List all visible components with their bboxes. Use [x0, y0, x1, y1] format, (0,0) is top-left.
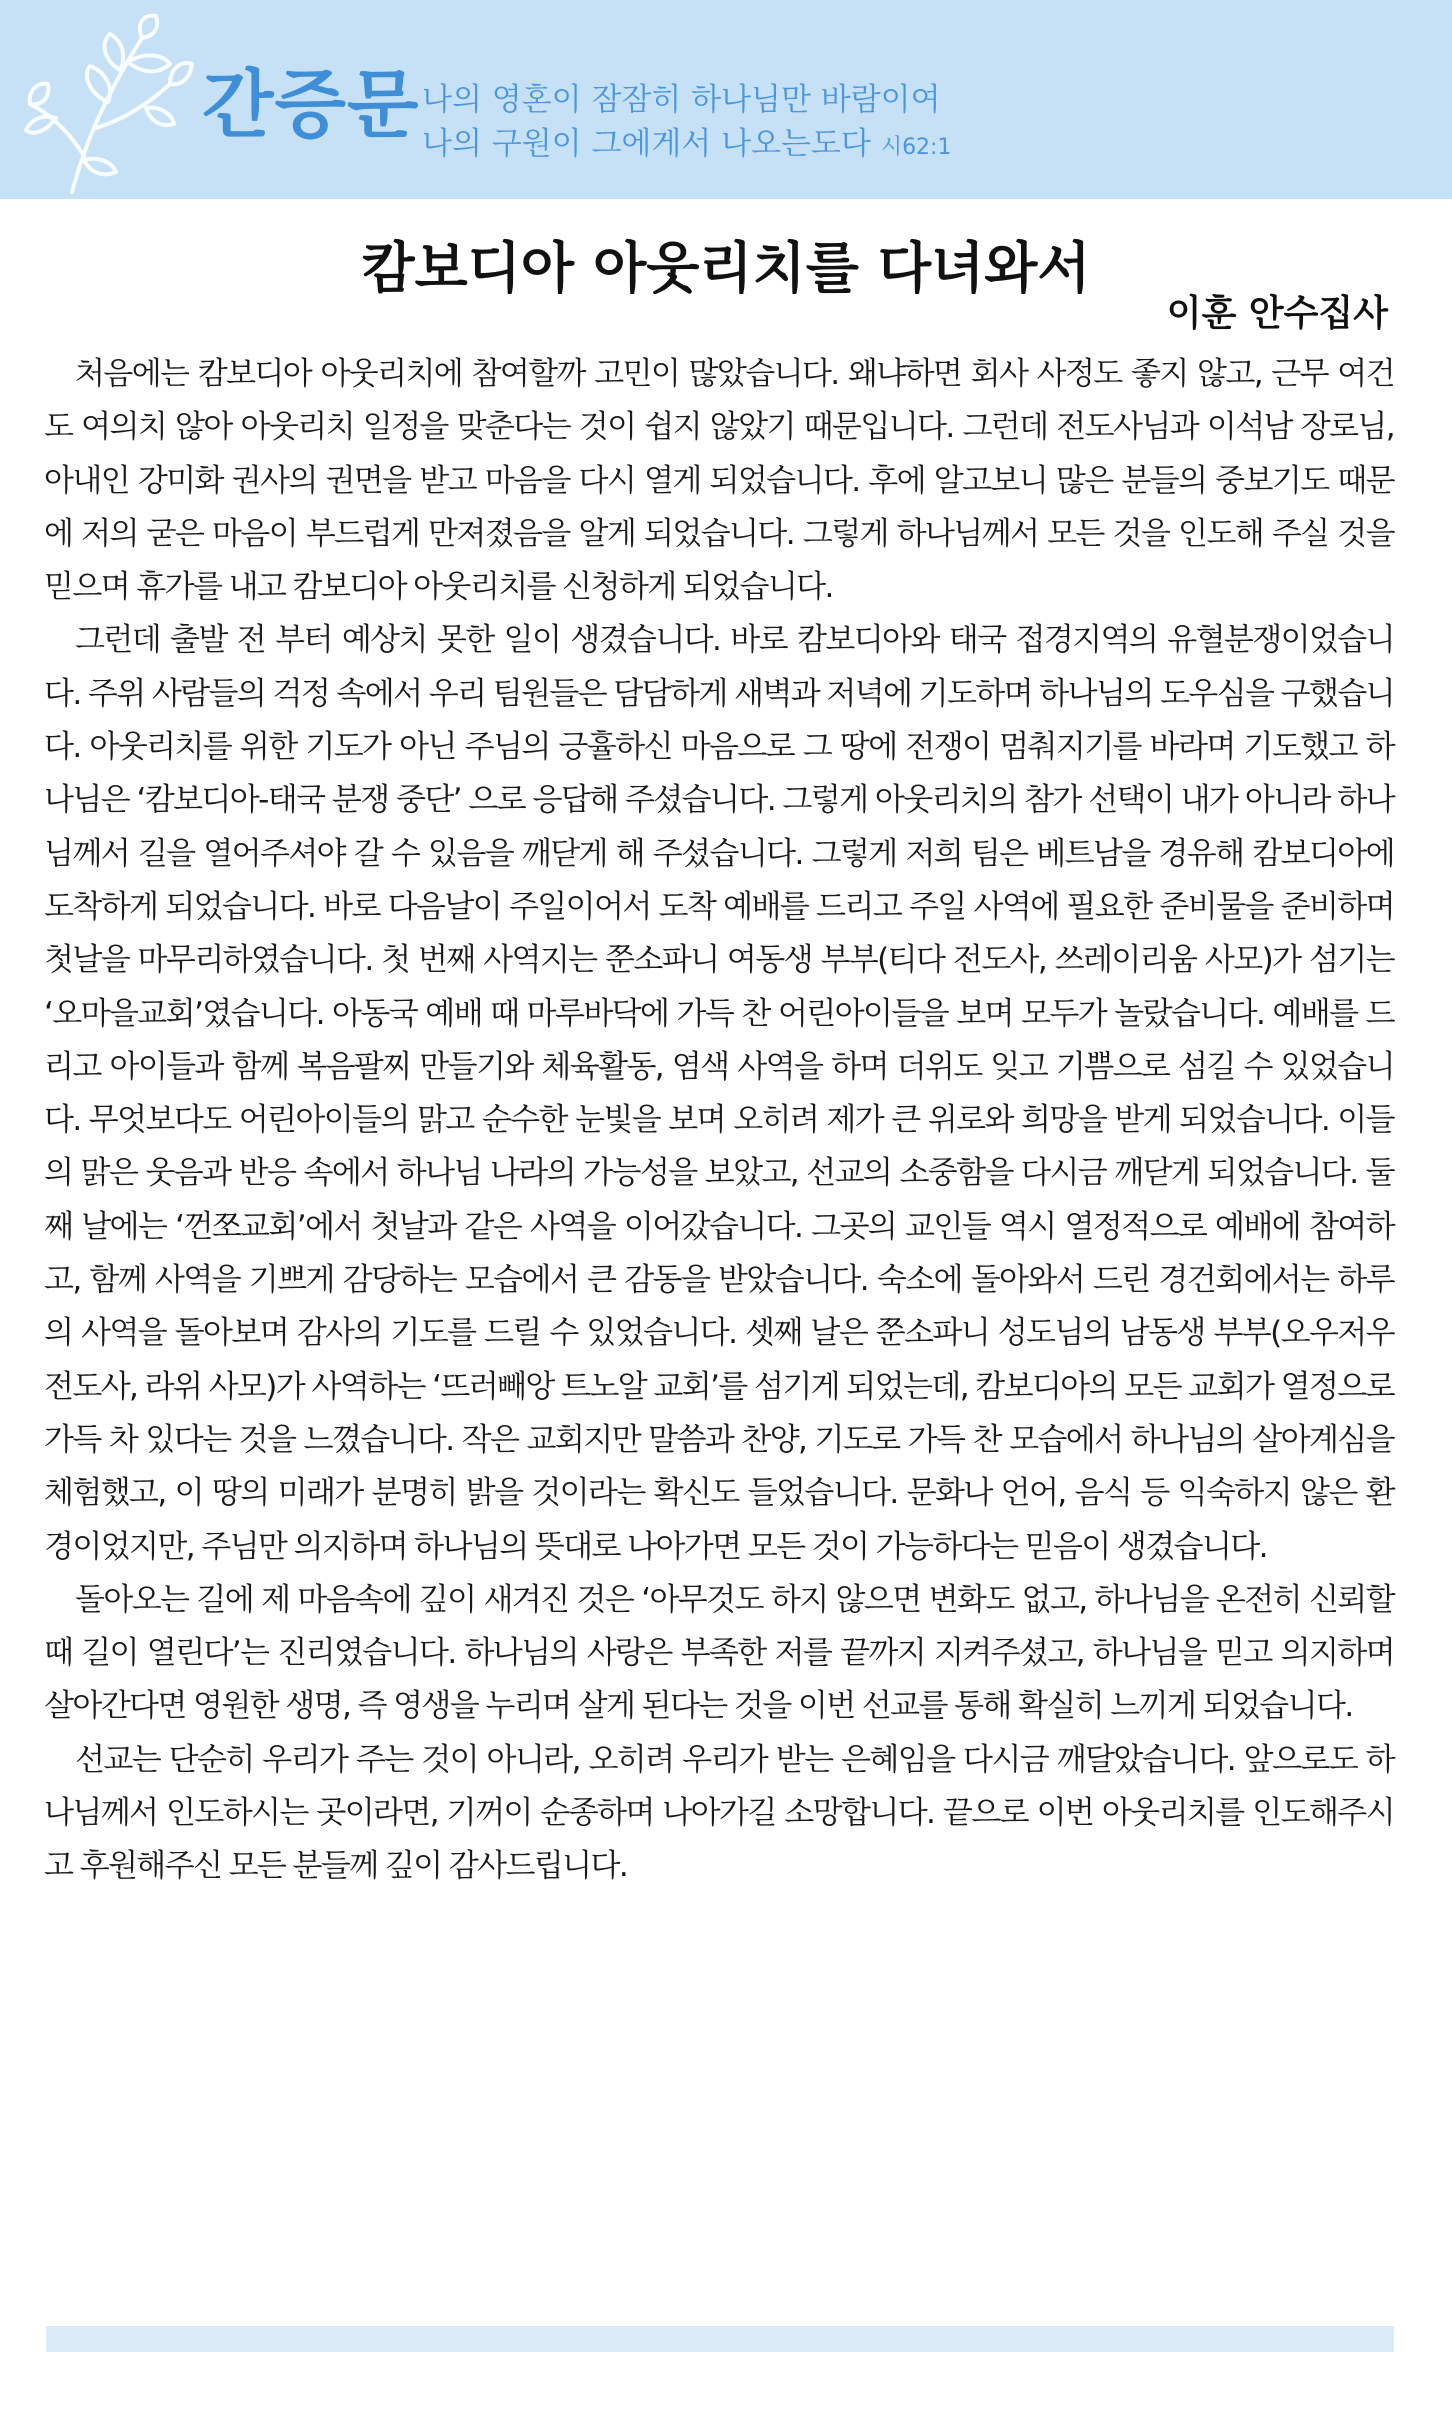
paragraph-1: 처음에는 캄보디아 아웃리치에 참여할까 고민이 많았습니다. 왜냐하면 회사 사정도 좋지 않고, 근무 여건도 여의치 않아 아웃리치 일정을 맞춘다는 것이 쉽지 않았기 때문입니다. 그런데 전도사님과 이석남 장로님, 아내인 강미화 권사의 권면을 받고 마음을 다시 열게 되었습니다. 후에 알고보니 많은 분들의 중보기도 때문에 저의 굳은 마음이 부드럽게 만져졌음을 알게 되었습니다. 그렇게 하나님께서 모든 것을 인도해 주실 것을 믿으며 휴가를 내고 캄보디아 아웃리치를 신청하게 되었습니다.: [44, 356, 1394, 606]
paragraph-4: 선교는 단순히 우리가 주는 것이 아니라, 오히려 우리가 받는 은혜임을 다시금 깨달았습니다. 앞으로도 하나님께서 인도하시는 곳이라면, 기꺼이 순종하며 나아가길 소망합니다. 끝으로 이번 아웃리치를 인도해주시고 후원해주신 모든 분들께 깊이 감사드립니다.: [44, 1741, 1394, 1885]
footer-bar: [46, 2326, 1394, 2352]
article-body: [44, 348, 1394, 1894]
leaf-branch-icon: [24, 10, 194, 195]
verse-line-2-text: 나의 구원이 그에게서 나오는도다: [422, 126, 871, 162]
article-author: 이훈 안수집사: [1166, 293, 1388, 334]
paragraph-3: 돌아오는 길에 제 마음속에 깊이 새겨진 것은 ‘아무것도 하지 않으면 변화도 없고, 하나님을 온전히 신뢰할 때 길이 열린다’는 진리였습니다. 하나님의 사랑은 부족한 저를 끝까지 지켜주셨고, 하나님을 믿고 의지하며 살아간다면 영원한 생명, 즉 영생을 누리며 살게 된다는 것을 이번 선교를 통해 확실히 느끼게 되었습니다.: [44, 1581, 1394, 1725]
header-banner: [0, 0, 1452, 199]
article-title: 캄보디아 아웃리치를 다녀와서: [361, 236, 1091, 300]
verse-line-1: 나의 영혼이 잠잠히 하나님만 바람이여: [422, 82, 941, 118]
paragraph-2: 그런데 출발 전 부터 예상치 못한 일이 생겼습니다. 바로 캄보디아와 태국 접경지역의 유혈분쟁이었습니다. 주위 사람들의 걱정 속에서 우리 팀원들은 담담하게 새벽과 저녁에 기도하며 하나님의 도우심을 구했습니다. 아웃리치를 위한 기도가 아닌 주님의 긍휼하신 마음으로 그 땅에 전쟁이 멈춰지기를 바라며 기도했고 하나님은 ‘캄보디아-태국 분쟁 중단’ 으로 응답해 주셨습니다. 그렇게 아웃리치의 참가 선택이 내가 아니라 하나님께서 길을 열어주셔야 갈 수 있음을 깨닫게 해 주셨습니다. 그렇게 저희 팀은 베트남을 경유해 캄보디아에 도착하게 되었습니다. 바로 다음날이 주일이어서 도착 예배를 드리고 주일 사역에 필요한 준비물을 준비하며 첫날을 마무리하였습니다. 첫 번째 사역지는 쭌소파니 여동생 부부(티다 전도사, 쓰레이리움 사모)가 섬기는 ‘오마을교회’였습니다. 아동국 예배 때 마루바닥에 가득 찬 어린아이들을 보며 모두가 놀랐습니다. 예배를 드리고 아이들과 함께 복음팔찌 만들기와 체육활동, 염색 사역을 하며 더위도 잊고 기쁨으로 섬길 수 있었습니다. 무엇보다도 어린아이들의 맑고 순수한 눈빛을 보며 오히려 제가 큰 위로와 희망을 받게 되었습니다. 이들의 맑은 웃음과 반응 속에서 하나님 나라의 가능성을 보았고, 선교의 소중함을 다시금 깨닫게 되었습니다. 둘째 날에는 ‘껀쪼교회’에서 첫날과 같은 사역을 이어갔습니다. 그곳의 교인들 역시 열정적으로 예배에 참여하고, 함께 사역을 기쁘게 감당하는 모습에서 큰 감동을 받았습니다. 숙소에 돌아와서 드린 경건회에서는 하루의 사역을 돌아보며 감사의 기도를 드릴 수 있었습니다. 셋째 날은 쭌소파니 성도님의 남동생 부부(오우저우 전도사, 라위 사모)가 사역하는 ‘뜨러빼앙 트노알 교회’를 섬기게 되었는데, 캄보디아의 모든 교회가 열정으로 가득 차 있다는 것을 느꼈습니다. 작은 교회지만 말씀과 찬양, 기도로 가득 찬 모습에서 하나님의 살아계심을 체험했고, 이 땅의 미래가 분명히 밝을 것이라는 확신도 들었습니다. 문화나 언어, 음식 등 익숙하지 않은 환경이었지만, 주님만 의지하며 하나님의 뜻대로 나아가면 모든 것이 가능하다는 믿음이 생겼습니다.: [44, 622, 1394, 1565]
verse-line-2: [422, 122, 951, 170]
header-title: 간증문: [202, 62, 420, 148]
verse-reference: 시62:1: [880, 135, 952, 160]
header-verse: [422, 78, 951, 170]
